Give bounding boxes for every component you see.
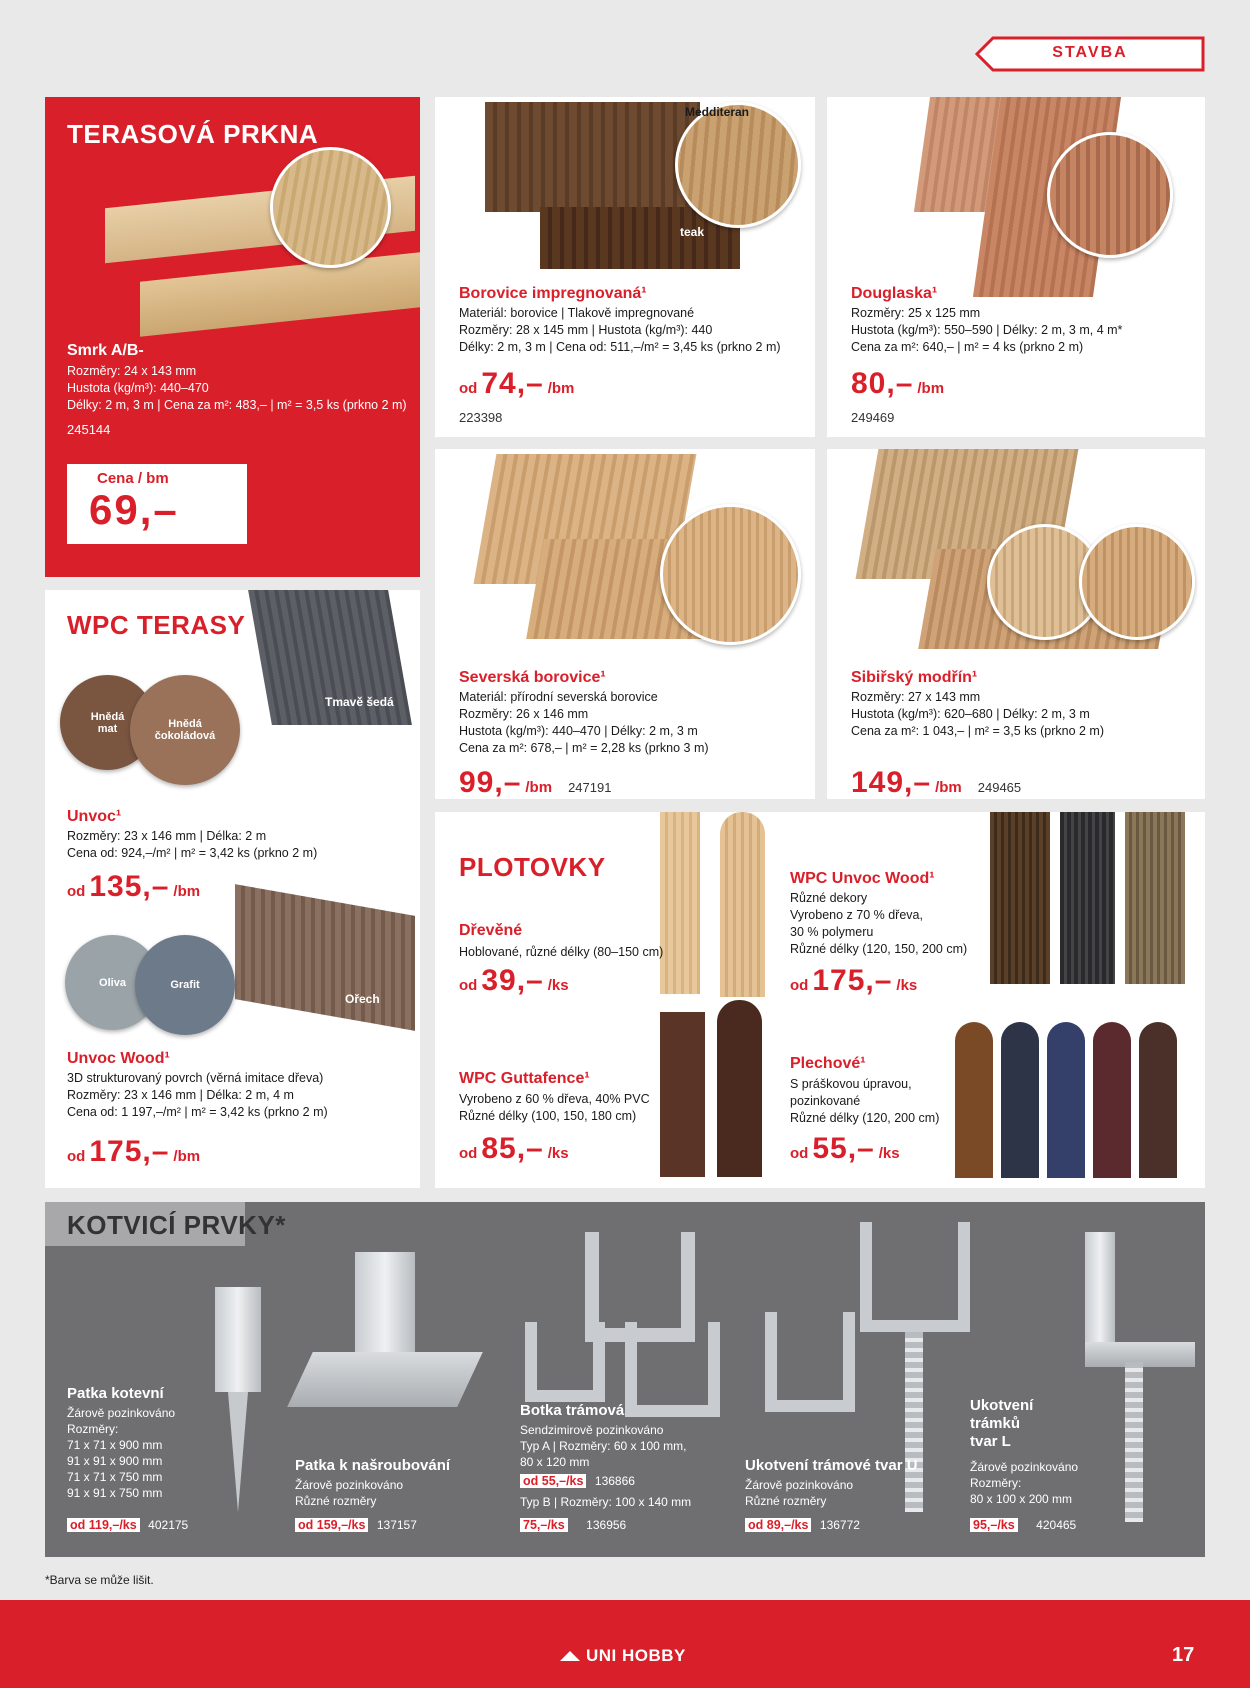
wpc-swatch-hneda-cokoladova — [130, 675, 240, 785]
wpc-swatch-grafit — [135, 935, 235, 1035]
wpcwood-price-od: od — [790, 977, 809, 994]
sibirsky-name: Sibiřský modřín¹ — [851, 669, 978, 686]
impreg-label-bottom: teak — [680, 225, 705, 239]
drevene-price — [459, 964, 569, 998]
wpc-swatch-grafit-label: Grafit — [170, 979, 200, 991]
sibirsky-specs: Rozměry: 27 x 143 mm Hustota (kg/m³): 620–680 | Délky: 2 m, 3 m Cena za m²: 1 043,– | m² = 3,5 ks (prkno 2 m) — [851, 690, 1104, 738]
kotevni-name: Patka kotevní — [67, 1385, 164, 1402]
douglaska-code: 249469 — [851, 410, 895, 425]
severska-code: 247191 — [568, 780, 612, 795]
douglaska-price — [851, 367, 944, 401]
terasova-price-label: Cena / bm — [97, 470, 169, 487]
douglaska-specs: Rozměry: 25 x 125 mm Hustota (kg/m³): 550–590 | Délky: 2 m, 3 m, 4 m* Cena za m²: 640,– | m² = 4 ks (prkno 2 m) — [851, 306, 1123, 354]
nasroubovani-code: 137157 — [376, 1518, 417, 1532]
terasova-product-name: Smrk A/B- — [67, 342, 144, 359]
u-anchor-price-row — [745, 1516, 860, 1534]
l-anchor-price-row — [970, 1516, 1076, 1534]
unvoc-name: Unvoc¹ — [67, 808, 122, 825]
nasroubovani-name: Patka k našroubování — [295, 1457, 451, 1474]
severska-panel — [435, 449, 815, 799]
botka-code-b: 136956 — [586, 1518, 627, 1532]
l-anchor-rod-graphic — [1125, 1362, 1143, 1522]
wpc-title: WPC TERASY — [67, 610, 246, 640]
logo-roof-icon — [560, 1651, 580, 1661]
metal-picket-5 — [1139, 1022, 1177, 1178]
botka-price-row-b — [520, 1516, 626, 1534]
severska-swatch — [660, 504, 801, 645]
stake-spike-graphic — [228, 1392, 248, 1512]
metal-picket-2 — [1001, 1022, 1039, 1178]
kotevni-price: od 119,–/ks — [67, 1518, 140, 1532]
screw-plate-post-graphic — [355, 1252, 415, 1362]
wpc-wood-picket-2 — [1060, 812, 1115, 984]
metal-picket-3 — [1047, 1022, 1085, 1178]
wpcwood-specs: Různé dekory Vyrobeno z 70 % dřeva, 30 % polymeru Různé délky (120, 150, 200 cm) — [790, 891, 968, 956]
wood-picket-1 — [660, 812, 700, 994]
metal-picket-1 — [955, 1022, 993, 1178]
gutta-name: WPC Guttafence¹ — [459, 1070, 590, 1087]
drevene-specs: Hoblované, různé délky (80–150 cm) — [459, 945, 664, 959]
screw-plate-base-graphic — [287, 1352, 483, 1407]
botka-code-a: 136866 — [594, 1474, 635, 1488]
wpc-board-label: Tmavě šedá — [325, 695, 394, 709]
unvoc-wood-price-value: 175,– — [89, 1135, 170, 1168]
wpc-swatch-hneda-cokoladova-label: Hnědá čokoládová — [154, 718, 216, 742]
severska-price — [459, 766, 611, 800]
terasova-code: 245144 — [67, 422, 111, 437]
section-tag-label: STAVBA — [1052, 44, 1128, 61]
nasroubovani-specs: Žárově pozinkováno Různé rozměry — [295, 1478, 404, 1508]
botka-price-b: 75,–/ks — [520, 1518, 568, 1532]
unvoc-wood-specs: 3D strukturovaný povrch (věrná imitace dřeva) Rozměry: 23 x 146 mm | Délka: 2 m, 4 m Cena od: 1 197,–/m² | m² = 3,42 ks (prkno 2 m) — [67, 1071, 328, 1119]
l-anchor-specs: Žárově pozinkováno Rozměry: 80 x 100 x 200 mm — [970, 1460, 1079, 1506]
impreg-price-unit: /bm — [547, 380, 575, 397]
borovice-impreg-panel — [435, 97, 815, 437]
sibirsky-code: 249465 — [977, 780, 1022, 795]
l-anchor-name: Ukotvení trámků tvar L — [970, 1397, 1034, 1450]
impreg-name: Borovice impregnovaná¹ — [459, 285, 647, 302]
terasova-panel — [45, 97, 420, 577]
severska-price-value: 99,– — [459, 766, 522, 799]
section-tag — [975, 36, 1205, 72]
sibirsky-swatch-2 — [1079, 524, 1195, 640]
terasova-price: 69,– — [89, 486, 179, 533]
botka-typ-b: Typ B | Rozměry: 100 x 140 mm — [520, 1495, 692, 1509]
gutta-price-value: 85,– — [481, 1132, 544, 1165]
metal-picket-4 — [1093, 1022, 1131, 1178]
kotevni-price-row — [67, 1516, 188, 1534]
l-anchor-code: 420465 — [1036, 1518, 1077, 1532]
spruce-plank-2 — [140, 252, 420, 336]
wpcwood-price-unit: /ks — [896, 977, 918, 994]
wpc-swatch-oliva-label: Oliva — [99, 976, 126, 989]
botka-name: Botka trámová — [520, 1402, 625, 1419]
impreg-label-top: Medditeran — [685, 105, 750, 119]
impreg-specs: Materiál: borovice | Tlakově impregnované Rozměry: 28 x 145 mm | Hustota (kg/m³): 440 Délky: 2 m, 3 m | Cena od: 511,–/m² = 3,45 ks (prkno 2 m) — [459, 306, 781, 354]
unvoc-price-od: od — [67, 883, 86, 900]
u-anchor-price: od 89,–/ks — [745, 1518, 811, 1532]
wpc-panel — [45, 590, 420, 1188]
u-anchor-rod-graphic — [905, 1332, 923, 1512]
plech-name: Plechové¹ — [790, 1055, 866, 1072]
gutta-specs: Vyrobeno z 60 % dřeva, 40% PVC Různé délky (100, 150, 180 cm) — [459, 1092, 650, 1123]
plotovky-panel — [435, 812, 1205, 1188]
douglaska-panel — [827, 97, 1205, 437]
u-anchor-small-graphic — [765, 1312, 855, 1412]
sibirsky-price-value: 149,– — [851, 766, 932, 799]
footer-bar — [0, 1600, 1250, 1688]
wpc-wood-picket-3 — [1125, 812, 1185, 984]
douglaska-price-unit: /bm — [917, 380, 945, 397]
unvoc-wood-name: Unvoc Wood¹ — [67, 1050, 170, 1067]
beam-shoe-c-graphic — [625, 1322, 720, 1417]
sibirsky-price-unit: /bm — [935, 779, 962, 796]
nasroubovani-price-row — [295, 1516, 417, 1534]
nasroubovani-price: od 159,–/ks — [295, 1518, 368, 1532]
severska-price-unit: /bm — [525, 779, 553, 796]
plech-price-unit: /ks — [878, 1145, 900, 1162]
gutta-price-od: od — [459, 1145, 478, 1162]
severska-specs: Materiál: přírodní severská borovice Rozměry: 26 x 146 mm Hustota (kg/m³): 440–470 | Délky: 2 m, 3 m Cena za m²: 678,– | m² = 2,28 ks (prkno 3 m) — [459, 690, 709, 755]
terasova-price-box — [67, 464, 247, 544]
drevene-price-od: od — [459, 977, 478, 994]
u-anchor-code: 136772 — [819, 1518, 860, 1532]
unvoc-price — [67, 870, 200, 904]
botka-price-row-a — [520, 1472, 635, 1490]
wpcwood-price-value: 175,– — [812, 964, 893, 997]
wpc-board-brown — [235, 884, 415, 1031]
plech-price-value: 55,– — [812, 1132, 875, 1165]
footer-logo — [560, 1646, 686, 1666]
impreg-price-value: 74,– — [481, 367, 544, 400]
wpc-board2-label: Ořech — [345, 992, 380, 1006]
drevene-name: Dřevěné — [459, 922, 523, 939]
u-anchor-large-graphic — [860, 1222, 970, 1332]
douglaska-name: Douglaska¹ — [851, 285, 938, 302]
wood-picket-2 — [720, 812, 765, 997]
impreg-price — [459, 367, 574, 401]
douglaska-price-value: 80,– — [851, 367, 914, 400]
impreg-price-od: od — [459, 380, 478, 397]
unvoc-price-unit: /bm — [173, 883, 201, 900]
page-number: 17 — [1172, 1644, 1195, 1666]
impreg-code: 223398 — [459, 410, 503, 425]
beam-shoe-b-graphic — [525, 1322, 605, 1402]
drevene-price-value: 39,– — [481, 964, 544, 997]
douglaska-swatch — [1047, 132, 1173, 258]
terasova-title: TERASOVÁ PRKNA — [67, 119, 319, 149]
spruce-swatch — [270, 147, 391, 268]
l-anchor-price: 95,–/ks — [970, 1518, 1018, 1532]
severska-name: Severská borovice¹ — [459, 669, 606, 686]
gutta-price-unit: /ks — [547, 1145, 569, 1162]
gutta-picket-1 — [660, 1012, 705, 1177]
unvoc-wood-price-unit: /bm — [173, 1148, 201, 1165]
plech-price-od: od — [790, 1145, 809, 1162]
botka-specs: Sendzimirově pozinkováno Typ A | Rozměry: 60 x 100 mm, 80 x 120 mm — [520, 1423, 687, 1469]
footnote: *Barva se může lišit. — [45, 1573, 154, 1587]
kotvici-panel — [45, 1202, 1205, 1557]
gutta-picket-2 — [717, 1000, 762, 1177]
gutta-price — [459, 1132, 569, 1166]
plotovky-title: PLOTOVKY — [459, 852, 606, 882]
kotevni-specs: Žárově pozinkováno Rozměry: 71 x 71 x 900 mm 91 x 91 x 900 mm 71 x 71 x 750 mm 91 x 91 x 750 mm — [67, 1406, 176, 1500]
u-anchor-name: Ukotvení trámové tvar U — [745, 1457, 918, 1474]
botka-price-a: od 55,–/ks — [520, 1474, 586, 1488]
u-anchor-specs: Žárově pozinkováno Různé rozměry — [745, 1478, 854, 1508]
wpc-swatch-hneda-mat-label: Hnědá mat — [90, 710, 125, 735]
sibirsky-panel — [827, 449, 1205, 799]
plech-price — [790, 1132, 900, 1166]
drevene-price-unit: /ks — [547, 977, 569, 994]
wpcwood-price — [790, 964, 917, 998]
impreg-plank-1 — [485, 102, 700, 212]
impreg-swatch — [675, 102, 801, 228]
wpcwood-name: WPC Unvoc Wood¹ — [790, 870, 935, 887]
kotevni-code: 402175 — [148, 1518, 189, 1532]
unvoc-specs: Rozměry: 23 x 146 mm | Délka: 2 m Cena od: 924,–/m² | m² = 3,42 ks (prkno 2 m) — [67, 829, 318, 860]
logo-text: UNI HOBBY — [586, 1646, 686, 1665]
sibirsky-price — [851, 766, 1021, 800]
wpc-wood-picket-1 — [990, 812, 1050, 984]
kotvici-title: KOTVICÍ PRVKY* — [67, 1210, 286, 1240]
unvoc-wood-price — [67, 1135, 200, 1169]
stake-anchor-graphic — [215, 1287, 261, 1392]
terasova-specs: Rozměry: 24 x 143 mm Hustota (kg/m³): 440–470 Délky: 2 m, 3 m | Cena za m²: 483,– | m² = 3,5 ks (prkno 2 m) — [67, 364, 407, 412]
unvoc-wood-price-od: od — [67, 1148, 86, 1165]
unvoc-price-value: 135,– — [89, 870, 170, 903]
plech-specs: S práškovou úpravou, pozinkované Různé délky (120, 200 cm) — [790, 1077, 940, 1125]
